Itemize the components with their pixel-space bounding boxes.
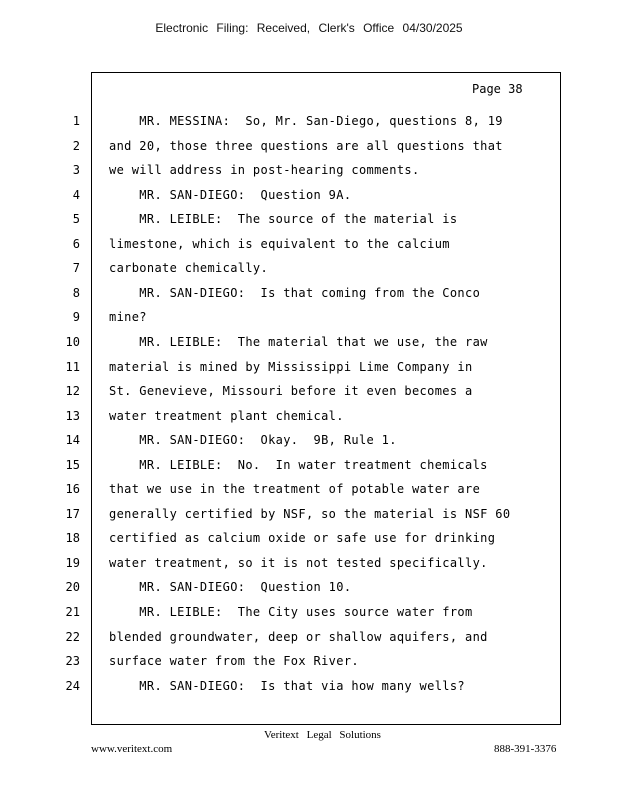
transcript-line: MR. MESSINA: So, Mr. San-Diego, questions 8, 19 [109, 114, 503, 128]
transcript-line: MR. SAN-DIEGO: Okay. 9B, Rule 1. [109, 433, 397, 447]
transcript-line: mine? [109, 310, 147, 324]
line-number: 1 [72, 114, 80, 128]
line-number: 6 [72, 237, 80, 251]
transcript-line: MR. LEIBLE: The source of the material is [109, 212, 458, 226]
footer-phone: 888-391-3376 [494, 743, 557, 755]
transcript-line: water treatment plant chemical. [109, 409, 344, 423]
line-number: 16 [65, 482, 80, 496]
transcript-line: blended groundwater, deep or shallow aquifers, and [109, 630, 488, 644]
page-number: Page 38 [472, 82, 523, 96]
transcript-line: certified as calcium oxide or safe use for drinking [109, 531, 496, 545]
line-number: 13 [65, 409, 80, 423]
line-number: 9 [72, 310, 80, 324]
transcript-line: MR. LEIBLE: No. In water treatment chemicals [109, 458, 488, 472]
line-number: 18 [65, 531, 80, 545]
line-number: 15 [65, 458, 80, 472]
transcript-line: MR. LEIBLE: The City uses source water from [109, 605, 473, 619]
line-number: 22 [65, 630, 80, 644]
line-number: 17 [65, 507, 80, 521]
transcript-line: MR. LEIBLE: The material that we use, the raw [109, 335, 488, 349]
filing-stamp-header: Electronic Filing: Received, Clerk's Office 04/30/2025 [155, 21, 463, 35]
transcript-line: surface water from the Fox River. [109, 654, 359, 668]
transcript-line: MR. SAN-DIEGO: Is that coming from the Conco [109, 286, 481, 300]
transcript-line: and 20, those three questions are all questions that [109, 139, 503, 153]
transcript-line: carbonate chemically. [109, 261, 269, 275]
line-number: 14 [65, 433, 80, 447]
line-number: 10 [65, 335, 80, 349]
transcript-line: limestone, which is equivalent to the calcium [109, 237, 450, 251]
transcript-line: St. Genevieve, Missouri before it even becomes a [109, 384, 473, 398]
line-number: 23 [65, 654, 80, 668]
line-number: 7 [72, 261, 80, 275]
line-number: 5 [72, 212, 80, 226]
line-number: 4 [72, 188, 80, 202]
line-number: 8 [72, 286, 80, 300]
line-number: 3 [72, 163, 80, 177]
line-number: 19 [65, 556, 80, 570]
line-number: 11 [65, 360, 80, 374]
footer-website: www.veritext.com [91, 743, 173, 755]
footer-company: Veritext Legal Solutions [264, 729, 381, 741]
line-number: 2 [72, 139, 80, 153]
transcript-line: MR. SAN-DIEGO: Question 10. [109, 580, 352, 594]
transcript-line: material is mined by Mississippi Lime Company in [109, 360, 473, 374]
transcript-line: that we use in the treatment of potable water are [109, 482, 481, 496]
transcript-line: MR. SAN-DIEGO: Question 9A. [109, 188, 352, 202]
transcript-line: we will address in post-hearing comments. [109, 163, 420, 177]
transcript-line: generally certified by NSF, so the material is NSF 60 [109, 507, 511, 521]
line-number: 12 [65, 384, 80, 398]
line-number: 24 [65, 679, 80, 693]
transcript-line: MR. SAN-DIEGO: Is that via how many wells? [109, 679, 466, 693]
line-number: 20 [65, 580, 80, 594]
line-number: 21 [65, 605, 80, 619]
transcript-line: water treatment, so it is not tested specifically. [109, 556, 488, 570]
